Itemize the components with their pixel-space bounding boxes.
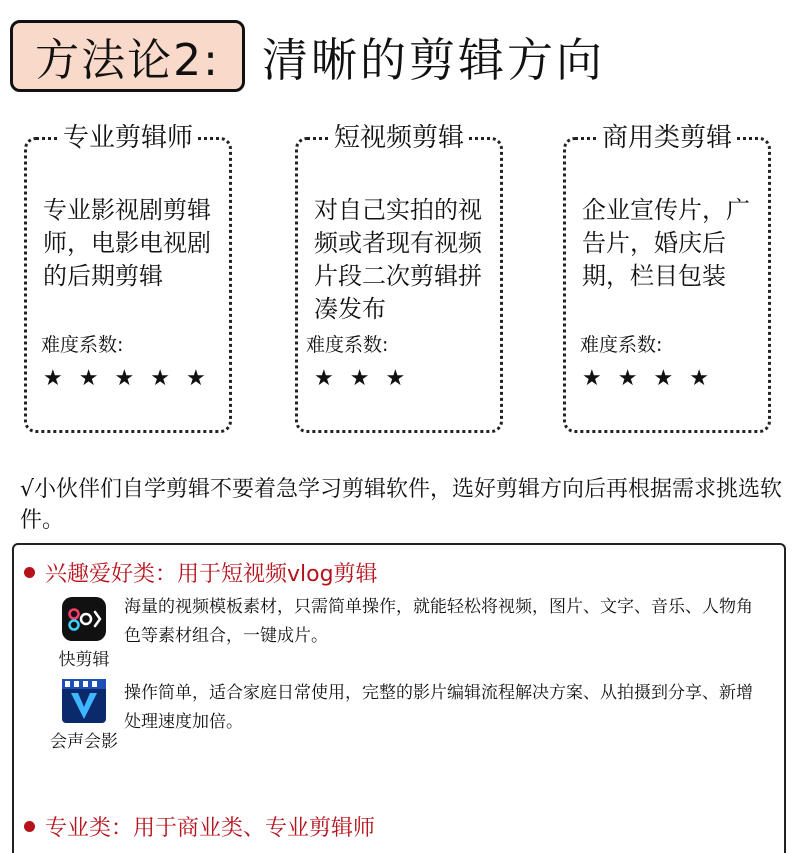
app-name: 快剪辑	[58, 650, 110, 670]
difficulty-label: 难度系数:	[306, 334, 389, 356]
card-short-video-editor	[295, 123, 503, 433]
star-icon: ★	[185, 366, 206, 391]
page-title: 清晰的剪辑方向	[262, 33, 605, 87]
star-icon: ★	[653, 366, 674, 391]
app-name: 会声会影	[50, 732, 118, 752]
advice-note: √小伙伴们自学剪辑不要着急学习剪辑软件，选好剪辑方向后再根据需求挑选软件。	[20, 477, 783, 533]
kuaijianji-app-icon	[62, 597, 106, 641]
method-tag	[10, 20, 245, 92]
card-description: 对自己实拍的视频或者现有视频片段二次剪辑拼凑发布	[314, 196, 482, 323]
difficulty-stars	[314, 366, 421, 391]
difficulty-label: 难度系数:	[41, 334, 124, 356]
software-recommendations	[12, 543, 786, 853]
star-icon: ★	[617, 366, 638, 391]
card-description: 专业影视剧剪辑师，电影电视剧的后期剪辑	[43, 196, 211, 290]
star-icon: ★	[150, 366, 170, 391]
difficulty-label: 难度系数:	[580, 334, 663, 356]
star-icon: ★	[385, 366, 406, 391]
app-description: 海量的视频模板素材，只需简单操作，就能轻松将视频，图片、文字、音乐、人物角色等素材组合，一键成片。	[124, 597, 753, 646]
app-kuaijianji	[44, 597, 124, 670]
app-description: 操作简单，适合家庭日常使用，完整的影片编辑流程解决方案、从拍摄到分享、新增处理速度加倍。	[124, 683, 753, 732]
card-title: 专业剪辑师	[59, 118, 197, 158]
bullet-dot-icon	[24, 821, 35, 832]
difficulty-stars	[43, 366, 222, 391]
star-icon: ★	[689, 366, 709, 391]
bullet-dot-icon	[24, 567, 35, 578]
app-huishenghuiying	[44, 679, 124, 752]
card-commercial-editor	[563, 123, 771, 433]
star-icon: ★	[78, 366, 99, 391]
difficulty-stars	[582, 366, 725, 391]
card-title: 短视频剪辑	[330, 118, 468, 158]
category-label: 专业类：用于商业类、专业剪辑师	[45, 816, 376, 841]
star-icon: ★	[582, 366, 602, 391]
star-icon: ★	[314, 366, 334, 391]
method-tag-text: 方法论2:	[35, 35, 220, 86]
card-title: 商用类剪辑	[598, 118, 736, 158]
category-label: 兴趣爱好类：用于短视频vlog剪辑	[45, 562, 378, 587]
star-icon: ★	[114, 366, 135, 391]
category-professional	[24, 811, 375, 842]
card-description: 企业宣传片，广告片，婚庆后期，栏目包装	[582, 196, 750, 290]
card-professional-editor	[24, 123, 232, 433]
star-icon: ★	[43, 366, 63, 391]
category-hobby	[24, 557, 378, 588]
star-icon: ★	[349, 366, 370, 391]
huishenghuiying-app-icon	[62, 679, 106, 723]
